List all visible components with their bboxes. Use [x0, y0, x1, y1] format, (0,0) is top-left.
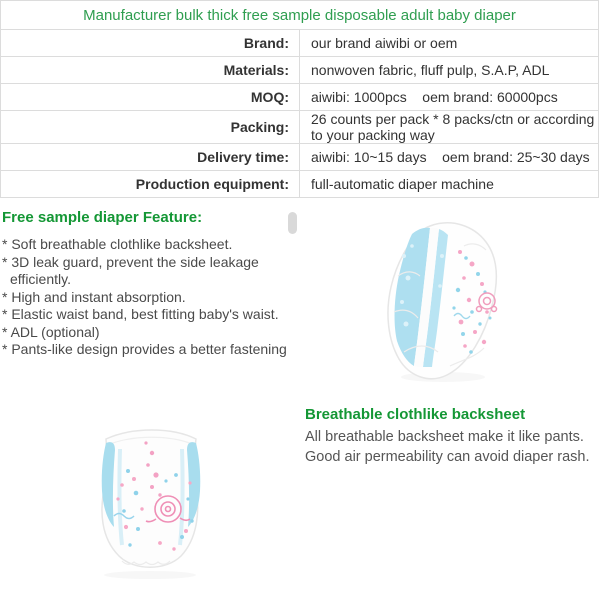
table-row [1, 111, 599, 144]
product-image-diaper-front [70, 413, 230, 583]
table-row [1, 171, 599, 198]
spec-table [0, 0, 599, 198]
diaper-front-illustration [70, 413, 230, 583]
feature-section-heading: Free sample diaper Feature: [2, 209, 203, 226]
feature-item: * Elastic waist band, best fitting baby's waist. [2, 306, 279, 322]
row-label: MOQ: [1, 84, 300, 111]
table-row [1, 84, 599, 111]
row-label: Delivery time: [1, 144, 300, 171]
table-row [1, 57, 599, 84]
product-image-diaper-side [368, 216, 518, 388]
row-label: Production equipment: [1, 171, 300, 198]
scrollbar-thumb[interactable] [288, 212, 297, 234]
row-value: 26 counts per pack * 8 packs/ctn or according to your packing way [300, 111, 599, 144]
row-value: nonwoven fabric, fluff pulp, S.A.P, ADL [300, 57, 599, 84]
row-label: Brand: [1, 30, 300, 57]
row-label: Materials: [1, 57, 300, 84]
row-value: aiwibi: 10~15 days oem brand: 25~30 days [300, 144, 599, 171]
row-label: Packing: [1, 111, 300, 144]
feature-list [2, 236, 298, 359]
feature-item: * High and instant absorption. [2, 288, 186, 305]
diaper-side-illustration [368, 216, 518, 388]
feature-item: * Soft breathable clothlike backsheet. [2, 236, 233, 252]
row-value: our brand aiwibi or oem [300, 30, 599, 57]
table-row [1, 30, 599, 57]
table-row [1, 144, 599, 171]
backsheet-line: Good air permeability can avoid diaper rash. [305, 448, 590, 465]
backsheet-description [305, 428, 601, 467]
table-title-row [1, 1, 599, 30]
feature-item: * 3D leak guard, prevent the side leakage efficiently. [2, 253, 259, 287]
feature-item: * ADL (optional) [2, 323, 100, 340]
backsheet-section-heading: Breathable clothlike backsheet [305, 406, 526, 423]
row-value: aiwibi: 1000pcs oem brand: 60000pcs [300, 84, 599, 111]
row-value: full-automatic diaper machine [300, 171, 599, 198]
feature-item: * Pants-like design provides a better fastening [2, 341, 287, 357]
product-title: Manufacturer bulk thick free sample disposable adult baby diaper [1, 1, 599, 30]
backsheet-line: All breathable backsheet make it like pants. [305, 429, 584, 445]
